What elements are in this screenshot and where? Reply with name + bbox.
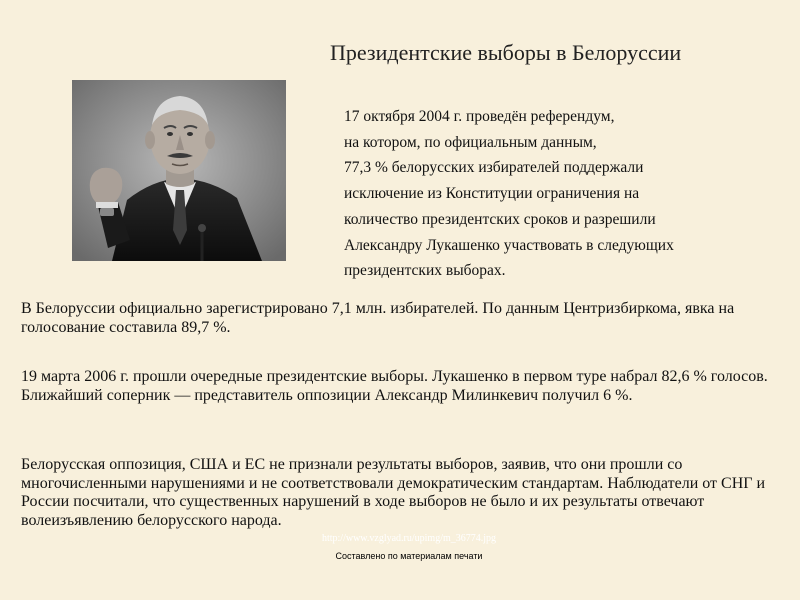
- intro-line: 17 октября 2004 г. проведён референдум,: [344, 108, 615, 125]
- paragraph-opposition: Белорусская оппозиция, США и ЕС не признали результаты выборов, заявив, что они прошли со многочисленными нарушениями и не соответствовали демократическим стандартам. Наблюдатели от СНГ и России посчитали, что существенных нарушений в ходе выборов не было и их результаты отвечают волеизъявлению белорусского народа.: [21, 456, 766, 529]
- portrait-photo-image: [72, 80, 286, 261]
- portrait-photo: [72, 80, 286, 261]
- intro-line: на котором, по официальным данным,: [344, 133, 597, 151]
- intro-line: исключение из Конституции ограничения на: [344, 185, 640, 203]
- intro-line: 77,3 % белорусских избирателей поддержали: [344, 159, 644, 177]
- intro-text: [344, 104, 784, 284]
- source-link[interactable]: http://www.vzglyad.ru/upimg/m_36774.jpg: [321, 533, 497, 544]
- intro-line: Александру Лукашенко участвовать в следующих: [344, 236, 674, 254]
- intro-line: количество президентских сроков и разрешили: [344, 210, 656, 228]
- page-title: Президентские выборы в Белоруссии: [330, 40, 682, 65]
- paragraph-elections-2006: 19 марта 2006 г. прошли очередные президентские выборы. Лукашенко в первом туре набрал 82,6 % голосов. Ближайший соперник — представитель оппозиции Александр Милинкевич получил 6 %.: [21, 368, 768, 404]
- intro-line: президентских выборах.: [344, 262, 506, 280]
- paragraph-voters: В Белоруссии официально зарегистрировано 7,1 млн. избирателей. По данным Центризбиркома, явка на голосование составила 89,7 %.: [21, 300, 735, 336]
- credit-note: Составлено по материалам печати: [335, 551, 483, 561]
